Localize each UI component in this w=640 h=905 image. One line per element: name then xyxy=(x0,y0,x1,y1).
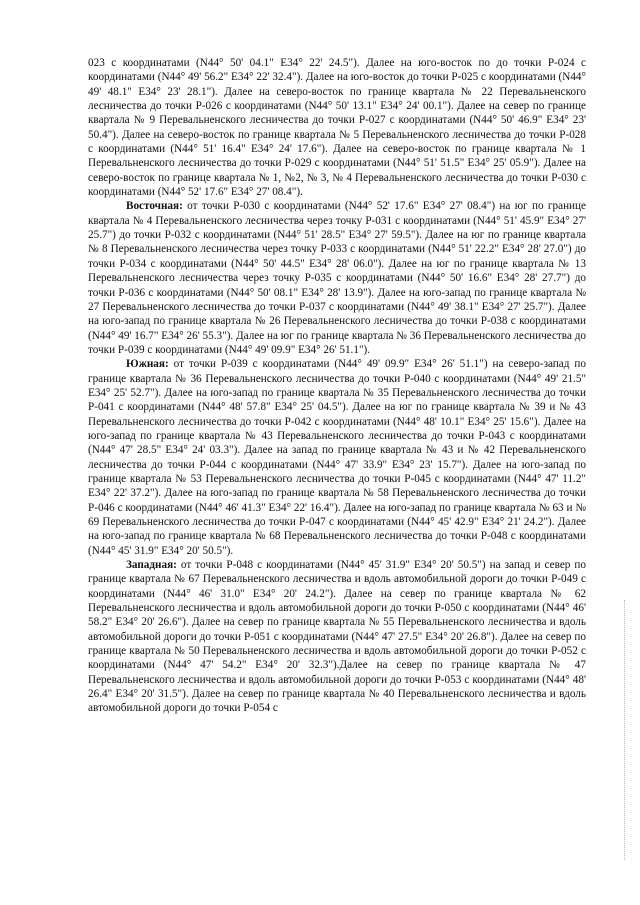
document-body xyxy=(88,56,586,716)
section-heading-west: Западная: xyxy=(126,559,177,572)
paragraph-text: от точки Р-048 с координатами (N44° 45' 31.9" E34° 20' 50.5") на запад и север по границе квартала № 67 Перевальненского лесничества и вдоль автомобильной дороги до точки Р-049 с координатами (N44° 46' 31.0" E34° 20' 24.2"). Далее на север по границе квартала № 62 Перевальненского лесничества и вдоль автомобильной дороги до точки Р-050 с координатами (N44° 46' 58.2" E34° 20' 26.6"). Далее на север по границе квартала № 55 Перевальненского лесничества и вдоль автомобильной дороги до точки Р-051 с координатами (N44° 47' 27.5" E34° 20' 26.8"). Далее на север по границе квартала № 50 Перевальненского лесничества и вдоль автомобильной дороги до точки Р-052 с координатами (N44° 47' 54.2" E34° 20' 32.3").Далее на север по границе квартала № 47 Перевальненского лесничества и вдоль автомобильной дороги до точки Р-053 с координатами (N44° 48' 26.4" E34° 20' 31.5"). Далее на север по границе квартала № 40 Перевальненского лесничества и вдоль автомобильной дороги до точки Р-054 с xyxy=(88,559,586,715)
section-heading-south: Южная: xyxy=(126,358,169,371)
scan-margin-mark xyxy=(624,600,626,860)
paragraph-west-boundary xyxy=(88,558,586,716)
paragraph-south-boundary xyxy=(88,357,586,558)
paragraph-east-boundary xyxy=(88,199,586,357)
section-heading-east: Восточная: xyxy=(126,200,183,213)
paragraph-text: от точки Р-030 с координатами (N44° 52' 17.6" E34° 27' 08.4") на юг по границе квартала № 4 Перевальненского лесничества через точку Р-031 с координатами (N44° 51' 45.9" E34° 27' 25.7") до точки Р-032 с координатами (N44° 51' 28.5" E34° 27' 59.5"). Далее на юг по границе квартала № 8 Перевальненского лесничества через точку Р-033 с координатами (N44° 51' 22.2" E34° 28' 27.0") до точки Р-034 с координатами (N44° 50' 44.5" E34° 28' 06.0"). Далее на юг по границе квартала № 13 Перевальненского лесничества через точку Р-035 с координатами (N44° 50' 16.6" E34° 28' 27.7") до точки Р-036 с координатами (N44° 50' 08.1" E34° 28' 13.9"). Далее на юго-запад по границе квартала № 27 Перевальненского лесничества до точки Р-037 с координатами (N44° 49' 38.1" E34° 27' 25.7"). Далее на юго-запад по границе квартала № 26 Перевальненского лесничества до точки Р-038 с координатами (N44° 49' 16.7" E34° 26' 55.3"). Далее на юг по границе квартала № 36 Перевальненского лесничества до точки Р-039 с координатами (N44° 49' 09.9" E34° 26' 51.1"). xyxy=(88,200,586,356)
paragraph-north-continuation xyxy=(88,56,586,199)
paragraph-text: от точки Р-039 с координатами (N44° 49' 09.9" E34° 26' 51.1") на северо-запад по границе квартала № 36 Перевальненского лесничества до точки Р-040 с координатами (N44° 49' 21.5" E34° 25' 52.7"). Далее на юго-запад по границе квартала № 35 Перевальненского лесничества до точки Р-041 с координатами (N44° 48' 57.8" E34° 25' 04.5"). Далее на юг по границе квартала № 39 и № 43 Перевальненского лесничества до точки Р-042 с координатами (N44° 48' 10.1" E34° 25' 15.6"). Далее на юго-запад по границе квартала № 43 Перевальненского лесничества до точки Р-043 с координатами (N44° 47' 28.5" E34° 24' 03.3"). Далее на запад по границе квартала № 43 и № 42 Перевальненского лесничества до точки Р-044 с координатами (N44° 47' 33.9" E34° 23' 15.7"). Далее на юго-запад по границе квартала № 53 Перевальненского лесничества до точки Р-045 с координатами (N44° 47' 11.2" E34° 22' 37.2"). Далее на юго-запад по границе квартала № 58 Перевальненского лесничества до точки Р-046 с координатами (N44° 46' 41.3" E34° 22' 16.4"). Далее на юго-запад по границе квартала № 63 и № 69 Перевальненского лесничества до точки Р-047 с координатами (N44° 45' 42.9" E34° 21' 24.2"). Далее на юго-запад по границе квартала № 68 Перевальненского лесничества до точки Р-048 с координатами (N44° 45' 31.9" E34° 20' 50.5"). xyxy=(88,358,586,557)
paragraph-text: 023 с координатами (N44° 50' 04.1" E34° 22' 24.5"). Далее на юго-восток по до точки Р-024 с координатами (N44° 49' 56.2" E34° 22' 32.4"). Далее на юго-восток до точки Р-025 с координатами (N44° 49' 48.1" E34° 23' 28.1"). Далее на северо-восток по границе квартала № 22 Перевальненского лесничества до точки Р-026 с координатами (N44° 50' 13.1" E34° 24' 00.1"). Далее на север по границе квартала № 9 Перевальненского лесничества до точки Р-027 с координатами (N44° 50' 46.9" E34° 23' 50.4"). Далее на северо-восток по границе квартала № 5 Перевальненского лесничества до точки Р-028 с координатами (N44° 51' 16.4" E34° 24' 17.6"). Далее на северо-восток по границе квартала № 1 Перевальненского лесничества до точки Р-029 с координатами (N44° 51' 51.5" E34° 25' 05.9"). Далее на северо-восток по границе квартала № 1, №2, № 3, № 4 Перевальненского лесничества до точки Р-030 с координатами (N44° 52' 17.6" E34° 27' 08.4"). xyxy=(88,57,586,199)
